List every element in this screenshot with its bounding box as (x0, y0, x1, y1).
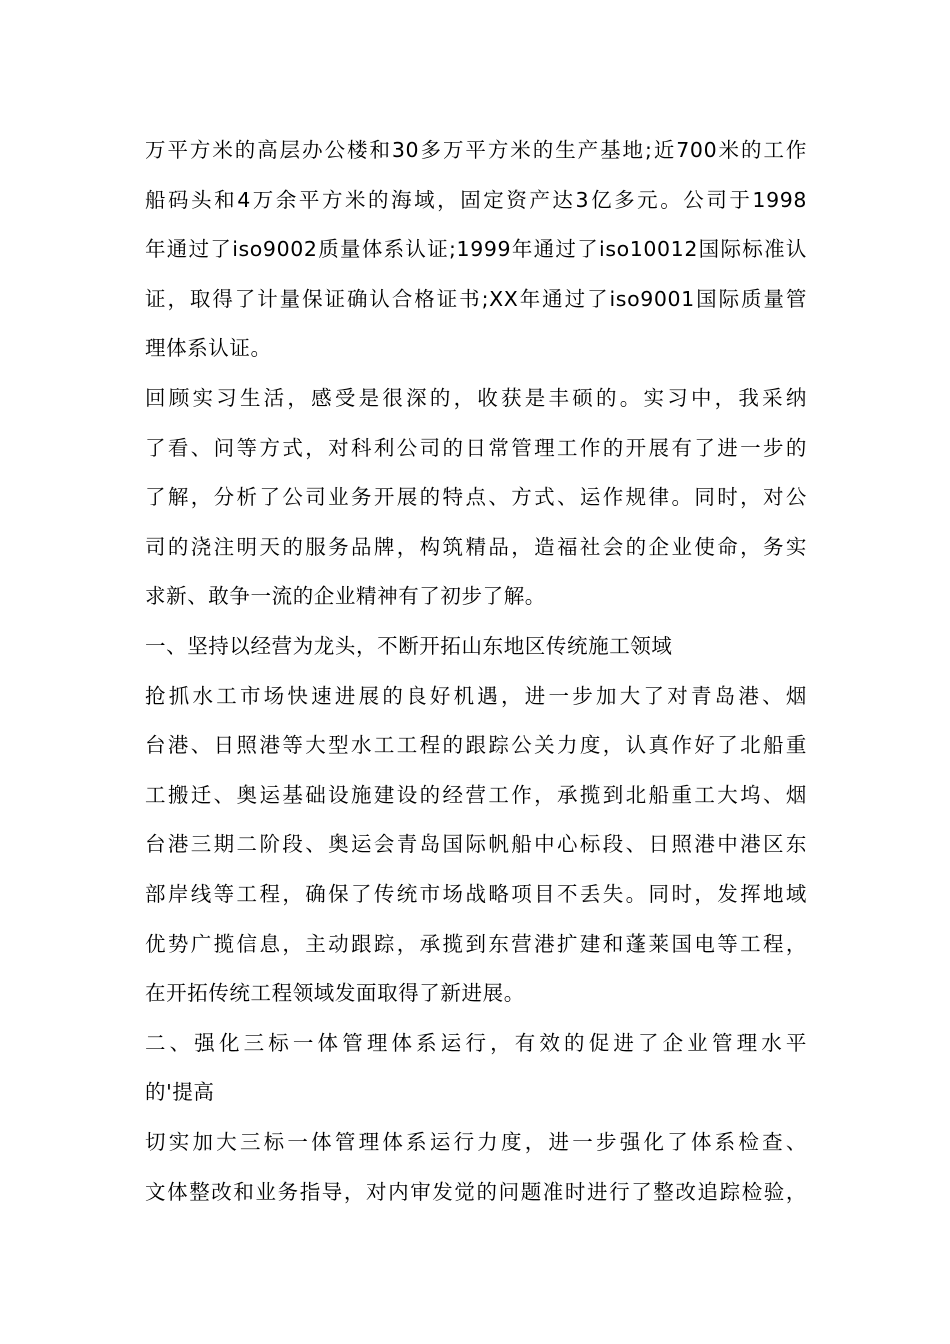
text-line: 文体整改和业务指导，对内审发觉的问题准时进行了整改追踪检验， (145, 1179, 807, 1204)
text-line: 了解，分析了公司业务开展的特点、方式、运作规律。同时，对公 (145, 485, 807, 510)
section-heading-continued: 的'提高 (145, 1080, 215, 1105)
text-line: 证，取得了计量保证确认合格证书;XX年通过了iso9001国际质量管 (145, 286, 807, 311)
text-line: 优势广揽信息，主动跟踪，承揽到东营港扩建和蓬莱国电等工程， (145, 931, 807, 956)
text-line: 在开拓传统工程领域发面取得了新进展。 (145, 981, 525, 1006)
text-line: 船码头和4万余平方米的海域，固定资产达3亿多元。公司于1998 (145, 187, 807, 212)
text-line: 万平方米的高层办公楼和30多万平方米的生产基地;近700米的工作 (145, 138, 807, 162)
section-heading: 二、强化三标一体管理体系运行，有效的促进了企业管理水平 (145, 1030, 807, 1055)
text-line: 抢抓水工市场快速进展的良好机遇，进一步加大了对青岛港、烟 (145, 683, 807, 708)
text-line: 求新、敢争一流的企业精神有了初步了解。 (145, 584, 546, 609)
text-line: 台港、日照港等大型水工工程的跟踪公关力度，认真作好了北船重 (145, 733, 807, 758)
text-line: 理体系认证。 (145, 336, 272, 361)
text-line: 了看、问等方式，对科利公司的日常管理工作的开展有了进一步的 (145, 435, 807, 460)
section-heading: 一、坚持以经营为龙头，不断开拓山东地区传统施工领域 (145, 634, 673, 658)
text-line: 切实加大三标一体管理体系运行力度，进一步强化了体系检查、 (145, 1130, 807, 1154)
text-line: 部岸线等工程，确保了传统市场战略项目不丢失。同时，发挥地域 (145, 882, 807, 906)
text-line: 年通过了iso9002质量体系认证;1999年通过了iso10012国际标准认 (145, 237, 807, 262)
text-line: 司的浇注明天的服务品牌，构筑精品，造福社会的企业使命，务实 (145, 534, 807, 559)
text-line: 工搬迁、奥运基础设施建设的经营工作，承揽到北船重工大坞、烟 (145, 782, 807, 807)
text-line: 回顾实习生活，感受是很深的，收获是丰硕的。实习中，我采纳 (145, 386, 807, 410)
text-line: 台港三期二阶段、奥运会青岛国际帆船中心标段、日照港中港区东 (145, 832, 807, 857)
